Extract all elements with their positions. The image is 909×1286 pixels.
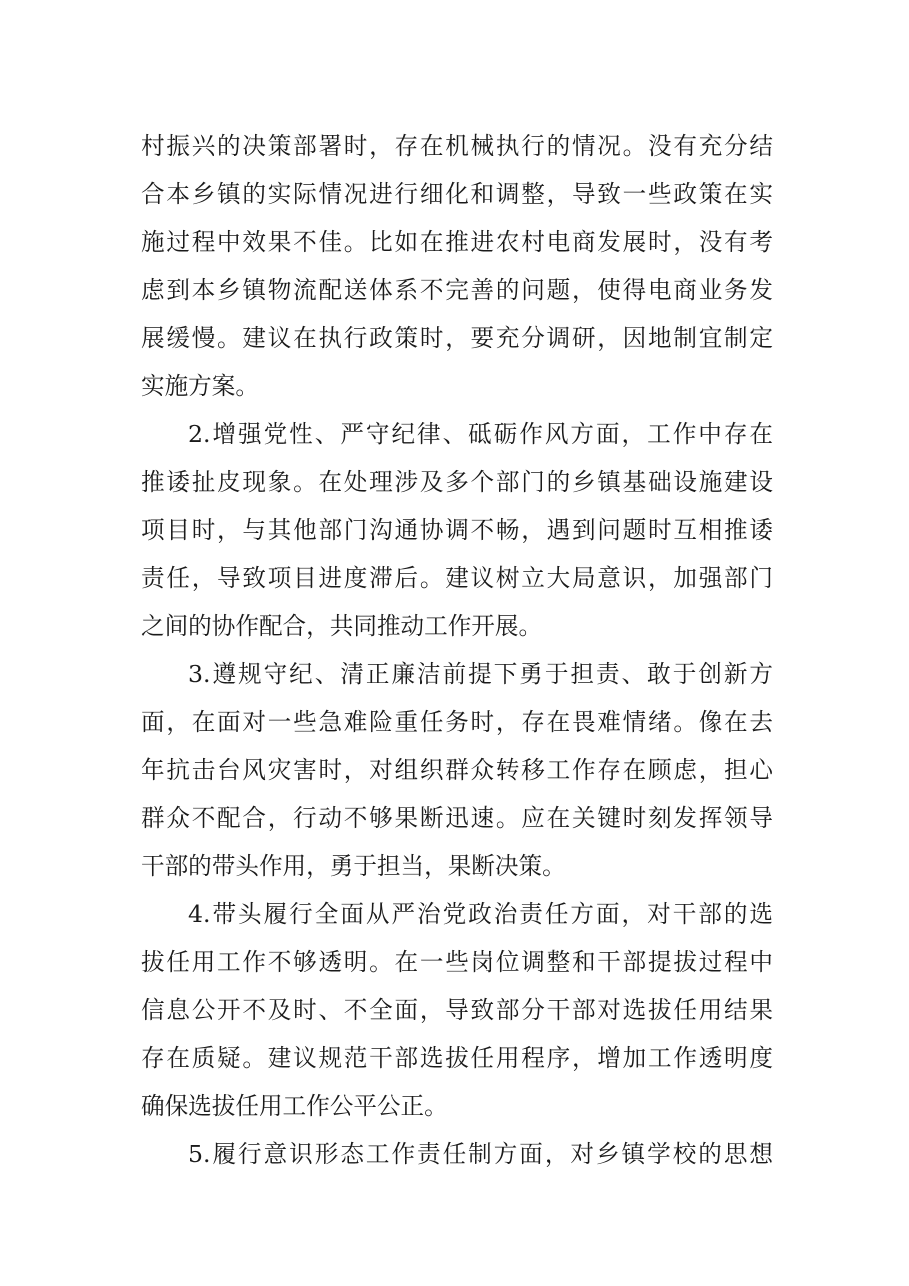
text-line: 3.遵规守纪、清正廉洁前提下勇于担责、敢于创新方 <box>188 660 773 688</box>
text-line: 确保选拔任用工作公平公正。 <box>141 1092 448 1120</box>
text-line: 2.增强党性、严守纪律、砥砺作风方面，工作中存在 <box>188 420 773 448</box>
text-line: 干部的带头作用，勇于担当，果断决策。 <box>141 852 566 880</box>
text-line: 村振兴的决策部署时，存在机械执行的情况。没有充分结 <box>141 132 773 160</box>
text-line: 推诿扯皮现象。在处理涉及多个部门的乡镇基础设施建设 <box>141 468 773 496</box>
text-line: 群众不配合，行动不够果断迅速。应在关键时刻发挥领导 <box>141 804 773 832</box>
text-line: 之间的协作配合，共同推动工作开展。 <box>141 612 543 640</box>
text-line: 展缓慢。建议在执行政策时，要充分调研，因地制宜制定 <box>141 324 773 352</box>
document-body <box>141 122 773 1178</box>
text-line: 责任，导致项目进度滞后。建议树立大局意识，加强部门 <box>141 564 773 592</box>
text-line: 实施方案。 <box>141 372 259 400</box>
text-line: 虑到本乡镇物流配送体系不完善的问题，使得电商业务发 <box>141 276 773 304</box>
text-line: 拔任用工作不够透明。在一些岗位调整和干部提拔过程中 <box>141 948 773 976</box>
text-line: 4.带头履行全面从严治党政治责任方面，对干部的选 <box>188 900 773 928</box>
text-line: 项目时，与其他部门沟通协调不畅，遇到问题时互相推诿 <box>141 516 773 544</box>
text-line: 施过程中效果不佳。比如在推进农村电商发展时，没有考 <box>141 228 773 256</box>
text-line: 面，在面对一些急难险重任务时，存在畏难情绪。像在去 <box>141 708 773 736</box>
text-line: 5.履行意识形态工作责任制方面，对乡镇学校的思想 <box>188 1140 773 1168</box>
text-line: 年抗击台风灾害时，对组织群众转移工作存在顾虑，担心 <box>141 756 773 784</box>
text-line: 合本乡镇的实际情况进行细化和调整，导致一些政策在实 <box>141 180 773 208</box>
text-line: 信息公开不及时、不全面，导致部分干部对选拔任用结果 <box>141 996 773 1024</box>
text-line: 存在质疑。建议规范干部选拔任用程序，增加工作透明度 <box>141 1044 773 1072</box>
